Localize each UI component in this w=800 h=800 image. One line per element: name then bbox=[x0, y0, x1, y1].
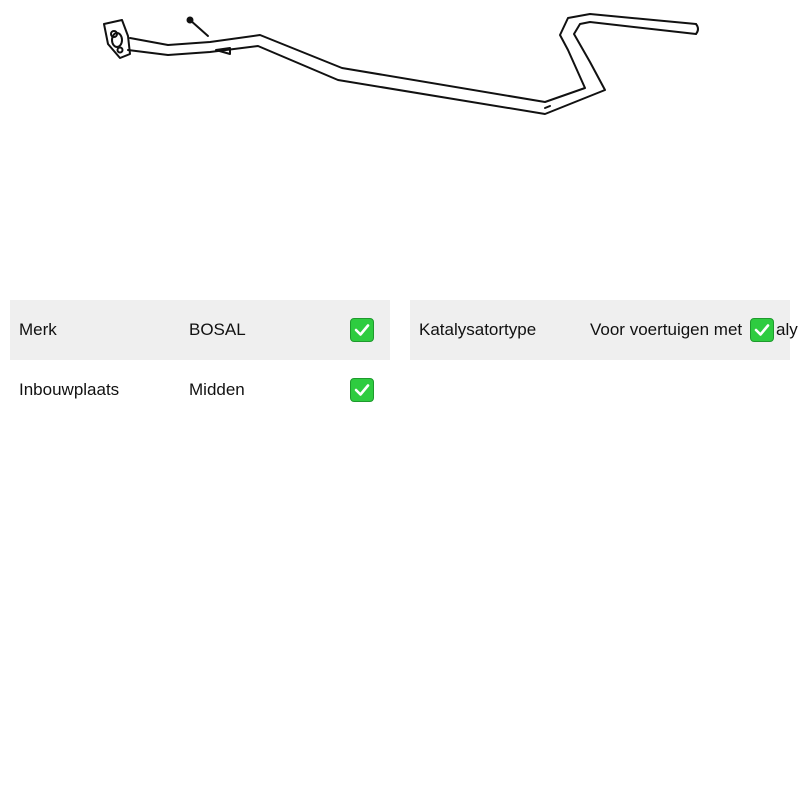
spec-value: Voor voertuigen met bbox=[590, 320, 743, 339]
spec-value: Midden bbox=[189, 380, 245, 399]
check-icon bbox=[350, 318, 374, 342]
spec-row-katalysatortype bbox=[410, 300, 798, 360]
spec-value: BOSAL bbox=[189, 320, 246, 339]
check-icon bbox=[750, 318, 774, 342]
spec-table-right bbox=[410, 300, 798, 360]
spec-label: Merk bbox=[19, 320, 57, 339]
exhaust-pipe-illustration bbox=[90, 10, 710, 120]
spec-row-merk bbox=[10, 300, 390, 360]
check-icon bbox=[350, 378, 374, 402]
spec-row-inbouwplaats bbox=[10, 360, 390, 420]
product-image bbox=[90, 10, 710, 120]
spec-value-overflow: aly bbox=[776, 320, 798, 339]
spec-label: Inbouwplaats bbox=[19, 380, 120, 399]
spec-table-left bbox=[10, 300, 390, 420]
spec-label: Katalysatortype bbox=[419, 320, 537, 339]
